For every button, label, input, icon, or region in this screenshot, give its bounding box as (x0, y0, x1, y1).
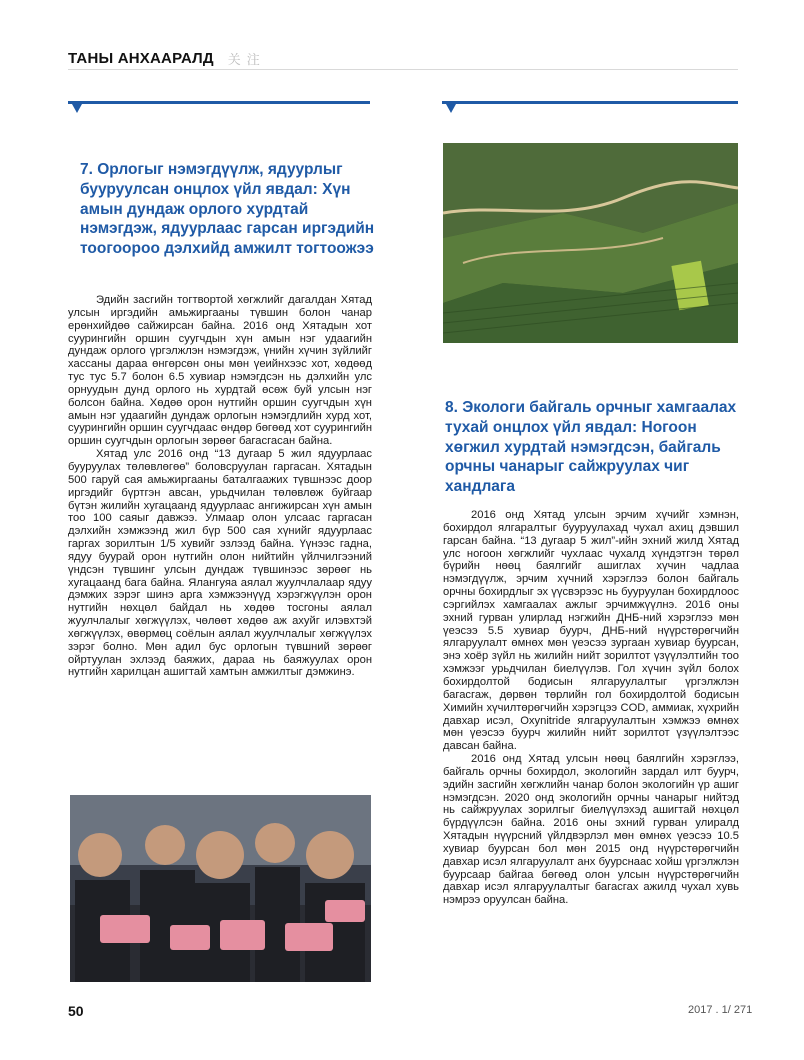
right-article-body (443, 509, 739, 907)
left-article-heading: 7. Орлогыг нэмэгдүүлж, ядуурлыг бууруулсан онцлох үйл явдал: Хүн амын дундаж орлого хурдтай нэмэгдэж, ядуурлаас гарсан иргэдийн тоогоороо дэлхийд амжилт тогтоожээ (80, 161, 375, 258)
right-paragraph-1: 2016 онд Хятад улсын эрчим хүчийг хэмнэн, бохирдол ялгаралтыг бууруулахад чухал ахиц дэвшил гарсан байна. “13 дугаар 5 жил”-ийн эхний жилд Хятад улс ногоон хөгжлийг чухлаас чухалд хүндэтгэн төрөл бүрийн нөөц баялгийг ашиглах хүчин чадлаа нэмэгдүүлж, эрчим хүчний хэрэглээ болон байгаль орчны бохирдлыг эх үүсвэрээс нь бууруулан бохирдлоос сэргийлэх хамгаалах ажлыг эрчимжүүлнэ. 2016 оны эхний гурван улирлад нэгжийн ДНБ-ний хэрэглээ мөн үеэсээ 5.5 хувиар буурч, ДНБ-ний нүүрстөрөгчийн ялгаруулалт өмнөх мөн үеэсээ зургаан хувиар буурсан, энэ хоёр зүйл нь жилийн нийт зорилтот үзүүлэлтийн тоо хэмжээг урьдчилан биелүүлэв. Гол хүчин зүйл болох бохирдолтой бодисын ялгаруулалтыг үргэлжлэн багасгаж, дөрвөн төрлийн гол бохирдолтой бодисын Химийн хүчилтөрөгчийн хэрэгцээ COD, аммиак, хүхрийн давхар исэл, Oxynitride ялгаруулалтын хэмжээ өмнөх мөн үеэсээ буурч жилийн нийт зорилтот үзүүлэлтээс давсан байна. (443, 509, 739, 753)
right-column-rule (442, 101, 738, 104)
people-with-money-photo (70, 795, 371, 982)
left-article-body (68, 294, 372, 679)
left-column-marker-icon (72, 104, 82, 113)
right-column-marker-icon (446, 104, 456, 113)
left-column-rule (68, 101, 370, 104)
section-title-chinese: 关注 (227, 51, 266, 67)
left-paragraph-1: Эдийн засгийн тогтвортой хөгжлийг дагалдан Хятад улсын иргэдийн амьжиргааны түвшин болон чанар ерөнхийдөө сайжирсан байна. 2016 онд Хятадын хот суурингийн оршин суугчдын хүн амын нэг удаагийн дундаж орлого үргэлжлэн нэмэгдэж, үнийн хүчин зүйлийг хассаны дараа өнгөрсөн оны мөн үеийнхээс хот, хөдөөд тус тус 5.7 болон 6.5 хувиар нэмэгдсэн нь дэлхийн улс орнуудын дунд орлого нь хурдтай өсөж буй улсын нэг болсон байна. Хөдөө орон нутгийн оршин суугчдын хүн амын нэг удаагийн дундаж орлогын нэмэгдлийн хурд хот, суурингийн оршин суугчдаас өндөр бөгөөд хот суурингийн оршин суугчдын орлогын зөрөөг багасгасан байна. (68, 294, 372, 448)
issue-number: 2017 . 1/ 271 (688, 1004, 753, 1016)
green-hills-landscape-photo (443, 143, 738, 343)
right-article-heading: 8. Экологи байгаль орчныг хамгаалах тухай онцлох үйл явдал: Ногоон хөгжил хурдтай нэмэгдсэн, байгаль орчны чанарыг сайжруулах чиг хандлага (445, 399, 737, 496)
page-number: 50 (68, 1003, 84, 1019)
right-paragraph-2: 2016 онд Хятад улсын нөөц баялгийн хэрэглээ, байгаль орчны бохирдол, экологийн зардал илт буурч, эдийн засгийн хөгжлийн чанар болон экологийн үр ашиг нэмэгдсэн. 2020 онд экологийн орчны чанарыг нийтэд нь сайжруулах зорилгыг биелүүлэхэд ашигтай нөхцөл бүрдүүлсэн байна. 2016 оны эхний гурван улиралд Хятадын нүүрсний үйлдвэрлэл мөн өмнөх үеэсээ 10.5 хувиар буурсан бол мөн 2015 онд нүүрстөрөгчийн давхар исэл ялгаруулалт анх буурснаас хойш үргэлжлэн буурсаар байгаа бөгөөд олон улсын нүүрстөрөгчийн давхар исэл ялгаруулалтыг багасгах ажилд чухал хувь нэмрээ оруулсан байна. (443, 753, 739, 907)
header-divider (68, 69, 738, 70)
section-title: ТАНЫ АНХААРАЛД (68, 49, 214, 67)
left-paragraph-2: Хятад улс 2016 онд “13 дугаар 5 жил ядуурлаас бууруулах төлөвлөгөө” боловсруулан гаргасан. Хятадын 500 гаруй сая амьжиргааны баталгаажих түвшнээс доор иргэдийг бүртгэн авсан, урьдчилан төлөвлөж буйгаар бүтэн жилийн хугацаанд ядуурлаас ангижирсан хүн амын тоо 100 саяыг давжээ. Улмаар олон улсаас гаргасан дэлхийн хэмжээнд жил бүр 500 сая хүнийг ядуурлаас гаргах зорилтын 1/5 хувийг эзлээд байна. Үүнээс гадна, ядуу буурай орон нутгийн олон нийтийн үйлчилгээний үндсэн түвшинг улсын дундаж түвшинээс зөрөөг нь хугацаанд бага байна. Ялангуяа аялал жуулчлалаар ядуу дэмжих зэрэг шинэ арга хэмжээнүүд хэрэгжүүлэн орон нутгийн нөхцөл байдал нь хөдөө тосгоны аялал жуулчлалыг хөгжүүлэх, чөлөөт хөдөө аж ахуйг илэвхтэй хөгжүүлэх, өвөрмөц соёлын аялал жуулчлалыг хөгжүүлэх зэрэг болно. Мөн адил бус орлогын түвшний зөрөөг ойртуулан эхлээд баяжих, дараа нь баяжуулах орон нутгийн харилцан ашигтай хамтын амжилтыг дэмжинэ. (68, 448, 372, 679)
